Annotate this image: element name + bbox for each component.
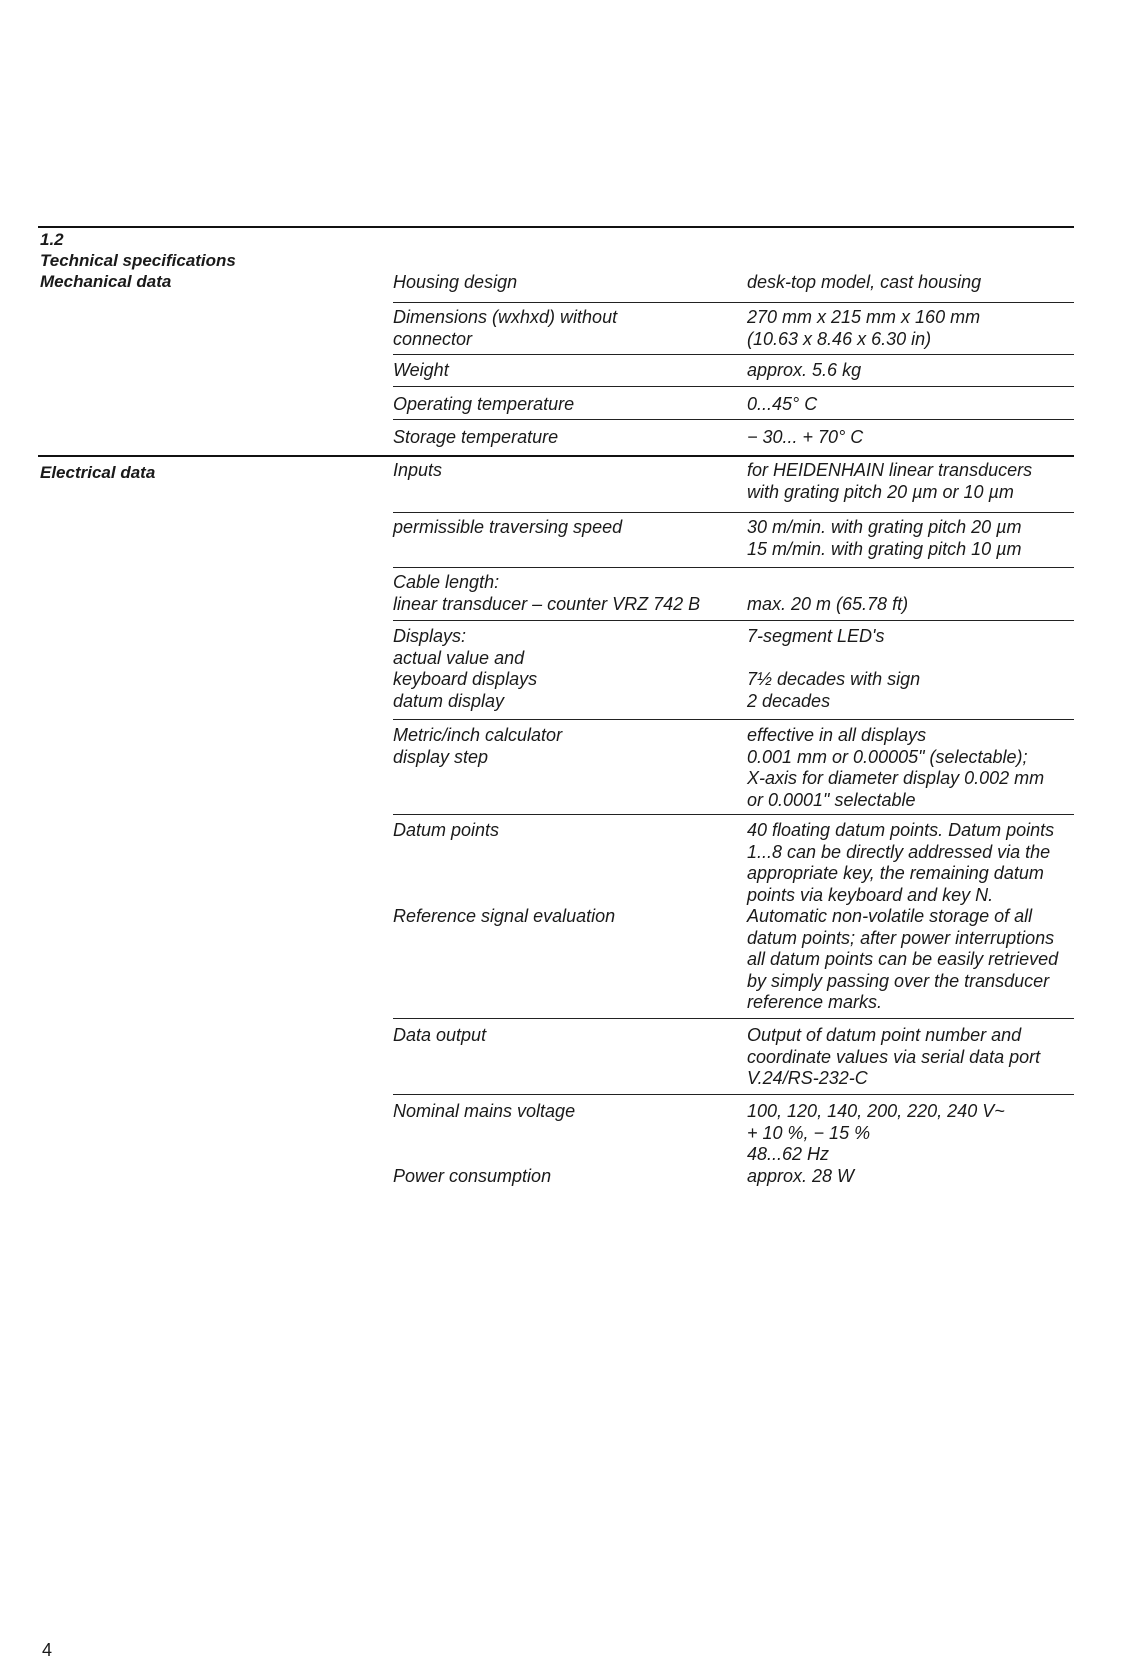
mechanical-spec-table: [393, 272, 1074, 454]
section-number: 1.2: [40, 230, 64, 249]
spec-row-data-output: [393, 1019, 1074, 1095]
spec-value: for HEIDENHAIN linear transducers with grating pitch 20 µm or 10 µm: [747, 460, 1033, 502]
spec-row-cable-length: [393, 568, 1074, 621]
spec-label: Storage temperature: [393, 427, 559, 447]
spec-value: 30 m/min. with grating pitch 20 µm 15 m/min. with grating pitch 10 µm: [747, 517, 1022, 559]
spec-label: Displays: actual value and keyboard displays datum display: [393, 626, 538, 711]
spec-label: Weight: [393, 360, 449, 380]
spec-row-traversing-speed: [393, 513, 1074, 568]
spec-row-housing: [393, 272, 1074, 303]
spec-label: Housing design: [393, 272, 518, 292]
electrical-heading: Electrical data: [40, 463, 156, 482]
spec-value: Output of datum point number and coordinate values via serial data port V.24/RS-232-C: [747, 1025, 1041, 1088]
spec-row-dimensions: [393, 303, 1074, 355]
spec-row-storage-temp: [393, 420, 1074, 454]
spec-label: Data output: [393, 1025, 487, 1045]
top-rule: [38, 226, 1074, 228]
spec-value: − 30... + 70° C: [747, 427, 864, 447]
spec-row-weight: [393, 355, 1074, 387]
spec-label: Metric/inch calculator display step: [393, 725, 563, 767]
section-title: Technical specifications: [40, 251, 236, 270]
spec-label: Cable length: linear transducer – counter VRZ 742 B: [393, 572, 701, 614]
spec-value: 100, 120, 140, 200, 220, 240 V~ + 10 %, − 15 % 48...62 Hz approx. 28 W: [747, 1101, 1005, 1186]
spec-label: Nominal mains voltage Power consumption: [393, 1101, 576, 1186]
spec-label: Operating temperature: [393, 394, 575, 414]
electrical-spec-table: [393, 460, 1074, 1205]
spec-value: effective in all displays 0.001 mm or 0.00005" (selectable); X-axis for diameter display 0.002 mm or 0.0001" selectable: [747, 725, 1045, 810]
spec-value: max. 20 m (65.78 ft): [747, 593, 909, 614]
spec-value: 40 floating datum points. Datum points 1...8 can be directly addressed via the appropriate key, the remaining datum points via keyboard and key N. Automatic non-volatile storage of all datum points; after power interruptions all datum points can be easily retrieved by simply passing over the transducer reference marks.: [747, 820, 1059, 1012]
page-number: 4: [42, 1640, 53, 1660]
spec-label: permissible traversing speed: [393, 517, 623, 537]
spec-value: approx. 5.6 kg: [747, 360, 862, 380]
spec-row-inputs: [393, 460, 1074, 513]
spec-value: desk-top model, cast housing: [747, 272, 982, 292]
spec-label: Inputs: [393, 460, 443, 480]
spec-row-displays: [393, 621, 1074, 720]
spec-value: 7-segment LED's 7½ decades with sign 2 decades: [747, 626, 921, 711]
spec-row-metric-inch: [393, 720, 1074, 815]
section-rule: [38, 455, 1074, 457]
spec-label: Datum points Reference signal evaluation: [393, 820, 616, 926]
spec-row-datum-points: [393, 815, 1074, 1019]
mechanical-heading: Mechanical data: [40, 272, 172, 291]
spec-value: 270 mm x 215 mm x 160 mm (10.63 x 8.46 x 6.30 in): [747, 307, 981, 349]
spec-row-mains-voltage: [393, 1095, 1074, 1205]
spec-label: Dimensions (wxhxd) without connector: [393, 307, 618, 349]
spec-value: 0...45° C: [747, 394, 818, 414]
spec-row-operating-temp: [393, 387, 1074, 420]
